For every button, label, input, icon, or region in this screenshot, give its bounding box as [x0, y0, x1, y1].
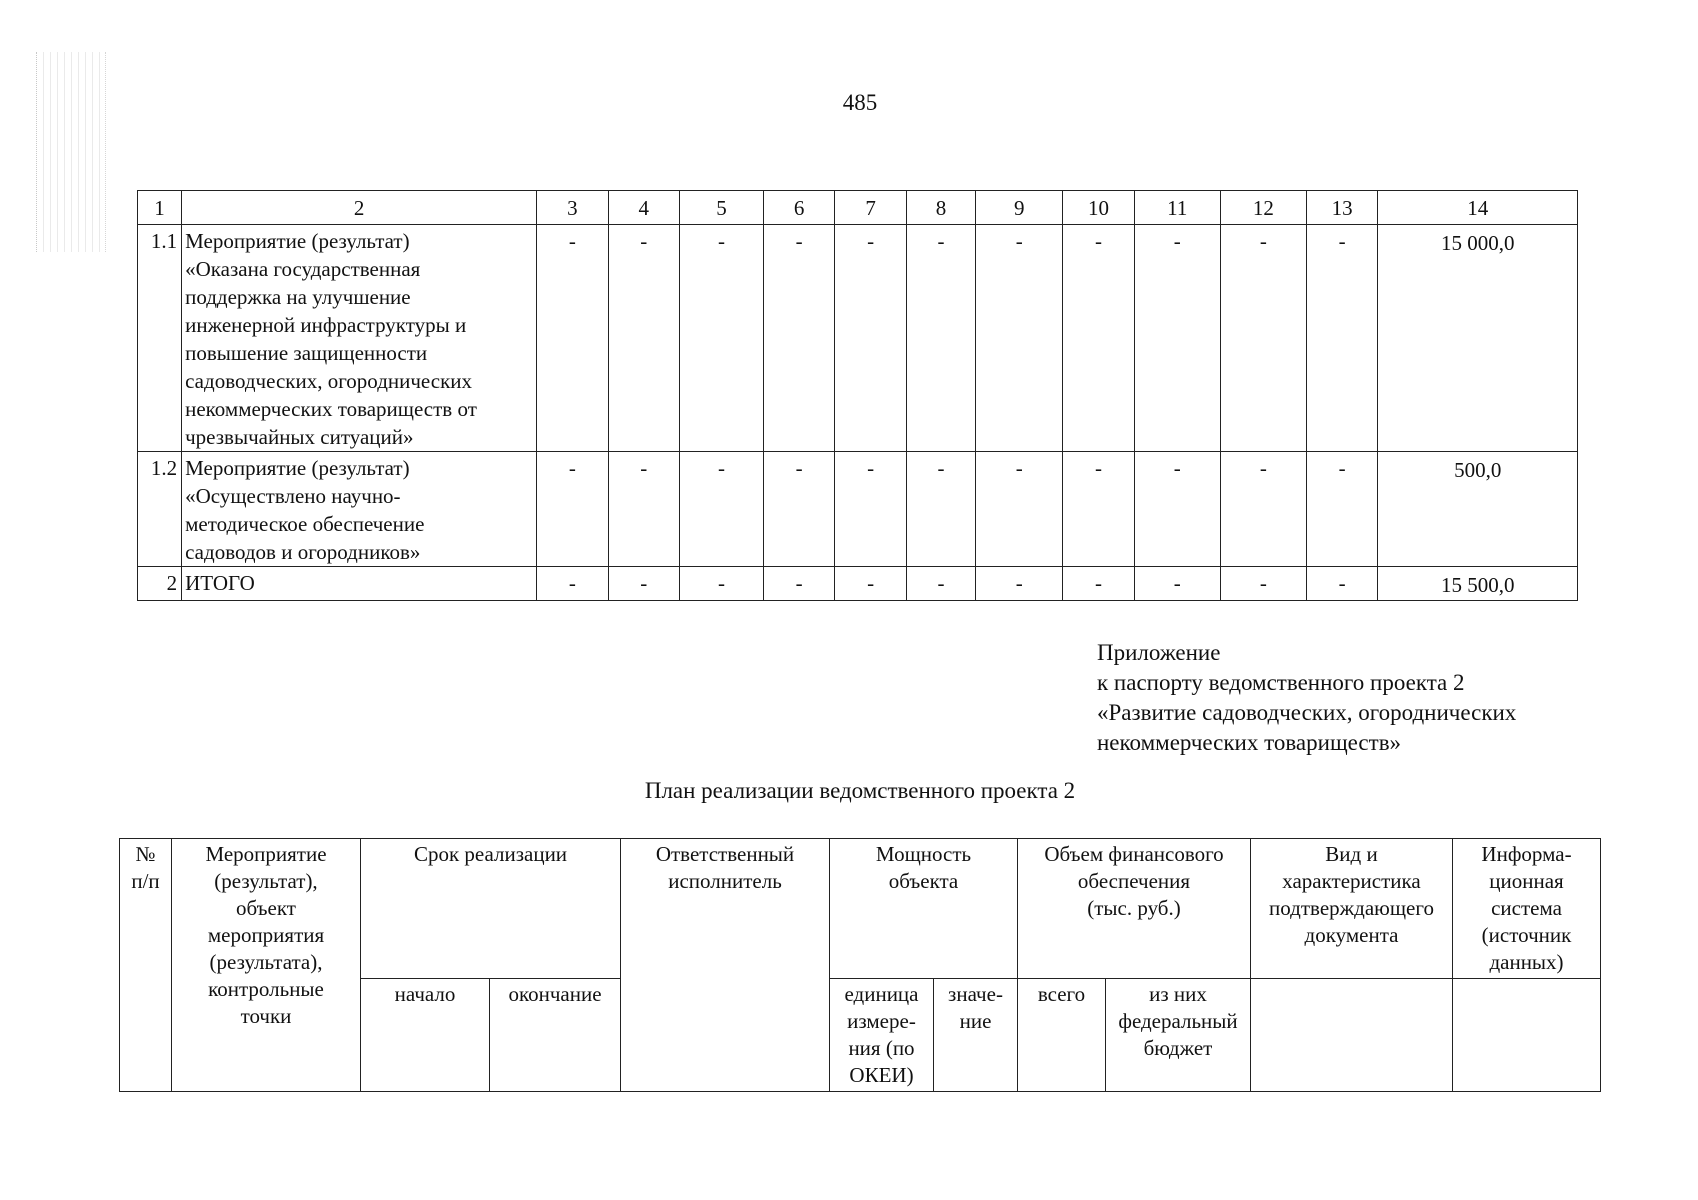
- archive-stamp: [36, 52, 106, 252]
- column-number-cell: 12: [1220, 191, 1306, 225]
- empty-value-cell: -: [835, 225, 906, 452]
- header-line: мероприятия: [207, 923, 325, 947]
- header-line: система: [1491, 896, 1562, 920]
- header-line: п/п: [131, 869, 160, 893]
- column-number-cell: 7: [835, 191, 906, 225]
- header-line: ОКЕИ): [849, 1063, 914, 1087]
- header-line: документа: [1304, 923, 1399, 947]
- header-line: подтверждающего: [1269, 896, 1434, 920]
- header-line: объект: [236, 896, 296, 920]
- empty-value-cell: -: [763, 225, 834, 452]
- empty-cell: [1453, 979, 1601, 1092]
- col-finance-federal-header: [1106, 979, 1251, 1092]
- header-line: обеспечения: [1077, 869, 1191, 893]
- col-event-header: [172, 839, 361, 1092]
- header-line: значе-: [948, 982, 1003, 1006]
- row-number: 1.1: [138, 225, 182, 452]
- column-number-cell: 8: [906, 191, 975, 225]
- header-line: точки: [240, 1004, 292, 1028]
- column-number-cell: 9: [976, 191, 1063, 225]
- column-number-cell: 6: [763, 191, 834, 225]
- description-line: Мероприятие (результат): [185, 229, 410, 253]
- header-line: Мощность: [875, 842, 972, 866]
- table-header-row: [138, 191, 1578, 225]
- empty-value-cell: -: [537, 452, 608, 567]
- col-capacity-unit-header: [830, 979, 934, 1092]
- col-term-header: Срок реализации: [361, 839, 621, 979]
- empty-value-cell: -: [835, 567, 906, 601]
- description-line: чрезвычайных ситуаций»: [185, 425, 414, 449]
- header-line: единица: [844, 982, 919, 1006]
- column-number-cell: 10: [1063, 191, 1134, 225]
- description-line: Мероприятие (результат): [185, 456, 410, 480]
- header-line: (источник: [1481, 923, 1572, 947]
- empty-value-cell: -: [1134, 567, 1220, 601]
- col-finance-header: [1018, 839, 1251, 979]
- column-number-cell: 5: [679, 191, 763, 225]
- description-line: некоммерческих товариществ от: [185, 397, 477, 421]
- header-line: (результата),: [209, 950, 323, 974]
- appendix-line: Приложение: [1097, 640, 1221, 665]
- col-number-header: [120, 839, 172, 1092]
- plan-title: План реализации ведомственного проекта 2: [644, 778, 1076, 803]
- header-line: Мероприятие: [205, 842, 327, 866]
- empty-value-cell: -: [1063, 567, 1134, 601]
- appendix-line: к паспорту ведомственного проекта 2: [1097, 670, 1465, 695]
- empty-value-cell: -: [608, 567, 679, 601]
- header-line: контрольные: [208, 977, 324, 1001]
- header-line: ние: [959, 1009, 992, 1033]
- financing-table: [137, 190, 1578, 601]
- empty-value-cell: -: [537, 567, 608, 601]
- column-number-cell: 4: [608, 191, 679, 225]
- empty-value-cell: -: [976, 567, 1063, 601]
- header-line: (тыс. руб.): [1087, 896, 1181, 920]
- header-line: характеристика: [1282, 869, 1421, 893]
- table-row: [138, 567, 1578, 601]
- column-number-cell: 14: [1378, 191, 1578, 225]
- header-line: ционная: [1489, 869, 1564, 893]
- row-description: [182, 225, 537, 452]
- empty-value-cell: -: [763, 567, 834, 601]
- row-description: [182, 452, 537, 567]
- header-line: данных): [1489, 950, 1564, 974]
- table-row: [138, 225, 1578, 452]
- description-line: «Оказана государственная: [185, 257, 421, 281]
- header-line: бюджет: [1143, 1036, 1213, 1060]
- header-line: Ответственный: [655, 842, 795, 866]
- empty-value-cell: -: [1063, 452, 1134, 567]
- header-line: исполнитель: [668, 869, 782, 893]
- empty-value-cell: -: [1220, 225, 1306, 452]
- amount-cell: 15 000,0: [1378, 225, 1578, 452]
- col-executor-header: [621, 839, 830, 1092]
- empty-value-cell: -: [1220, 452, 1306, 567]
- empty-value-cell: -: [906, 225, 975, 452]
- description-line: садоводов и огородников»: [185, 540, 421, 564]
- empty-value-cell: -: [608, 452, 679, 567]
- empty-value-cell: -: [835, 452, 906, 567]
- header-line: ния (по: [848, 1036, 915, 1060]
- empty-value-cell: -: [976, 452, 1063, 567]
- description-line: поддержка на улучшение: [185, 285, 411, 309]
- empty-value-cell: -: [1220, 567, 1306, 601]
- description-line: ИТОГО: [185, 571, 255, 595]
- empty-value-cell: -: [1134, 452, 1220, 567]
- description-line: «Осуществлено научно-: [185, 484, 401, 508]
- row-number: 1.2: [138, 452, 182, 567]
- header-line: Вид и: [1325, 842, 1378, 866]
- empty-value-cell: -: [976, 225, 1063, 452]
- description-line: методическое обеспечение: [185, 512, 425, 536]
- table-row: [138, 452, 1578, 567]
- empty-value-cell: -: [679, 567, 763, 601]
- header-line: Объем финансового: [1044, 842, 1224, 866]
- col-capacity-value-header: [934, 979, 1018, 1092]
- empty-cell: [1251, 979, 1453, 1092]
- empty-value-cell: -: [906, 567, 975, 601]
- header-line: измере-: [847, 1009, 916, 1033]
- appendix-line: «Развитие садоводческих, огороднических: [1097, 700, 1517, 725]
- col-term-start-header: начало: [361, 979, 490, 1092]
- appendix-line: некоммерческих товариществ»: [1097, 730, 1402, 755]
- col-capacity-header: [830, 839, 1018, 979]
- header-line: федеральный: [1118, 1009, 1238, 1033]
- column-number-cell: 3: [537, 191, 608, 225]
- col-document-header: [1251, 839, 1453, 979]
- column-number-cell: 1: [138, 191, 182, 225]
- column-number-cell: 2: [182, 191, 537, 225]
- empty-value-cell: -: [679, 225, 763, 452]
- description-line: садоводческих, огороднических: [185, 369, 473, 393]
- col-term-end-header: окончание: [490, 979, 621, 1092]
- column-number-cell: 13: [1306, 191, 1377, 225]
- header-line: (результат),: [214, 869, 318, 893]
- amount-cell: 500,0: [1378, 452, 1578, 567]
- row-description: [182, 567, 537, 601]
- appendix-note: [1097, 638, 1516, 758]
- description-line: повышение защищенности: [185, 341, 428, 365]
- header-line: №: [135, 842, 156, 866]
- empty-value-cell: -: [1306, 452, 1377, 567]
- empty-value-cell: -: [906, 452, 975, 567]
- empty-value-cell: -: [608, 225, 679, 452]
- column-number-cell: 11: [1134, 191, 1220, 225]
- row-number: 2: [138, 567, 182, 601]
- empty-value-cell: -: [1134, 225, 1220, 452]
- empty-value-cell: -: [763, 452, 834, 567]
- description-line: инженерной инфраструктуры и: [185, 313, 467, 337]
- empty-value-cell: -: [537, 225, 608, 452]
- col-finance-total-header: всего: [1018, 979, 1106, 1092]
- header-line: из них: [1149, 982, 1207, 1006]
- page-number: 485: [842, 90, 878, 115]
- amount-cell: 15 500,0: [1378, 567, 1578, 601]
- empty-value-cell: -: [1306, 567, 1377, 601]
- header-line: Информа-: [1481, 842, 1572, 866]
- empty-value-cell: -: [1063, 225, 1134, 452]
- empty-value-cell: -: [679, 452, 763, 567]
- header-line: объекта: [888, 869, 959, 893]
- empty-value-cell: -: [1306, 225, 1377, 452]
- col-info-system-header: [1453, 839, 1601, 979]
- implementation-plan-table: [119, 838, 1601, 1092]
